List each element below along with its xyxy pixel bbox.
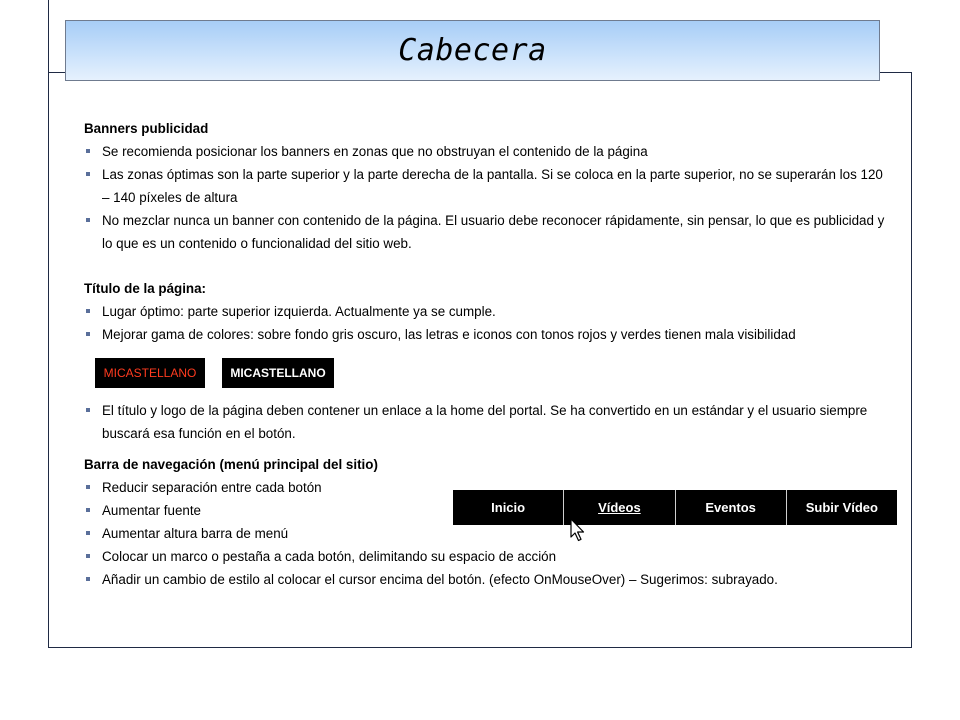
nav-item-label: Subir Vídeo bbox=[805, 500, 878, 515]
nav-item-label: Inicio bbox=[491, 500, 526, 515]
banners-list bbox=[84, 140, 890, 255]
nav-bar-example bbox=[453, 490, 897, 525]
header-title: Cabecera bbox=[398, 33, 547, 68]
list-item: El título y logo de la página deben contener un enlace a la home del portal. Se ha convertido en un estándar y el usuario siempre buscará esa función en el botón. bbox=[84, 399, 890, 445]
frame-line bbox=[48, 0, 49, 72]
logo-comparison bbox=[95, 358, 890, 388]
header-banner bbox=[65, 20, 880, 81]
list-item: Aumentar fuente bbox=[84, 499, 890, 522]
banners-heading: Banners publicidad bbox=[84, 121, 209, 136]
nav-item-inicio[interactable] bbox=[453, 490, 564, 525]
nav-item-eventos[interactable] bbox=[676, 490, 787, 525]
list-item: Se recomienda posicionar los banners en zonas que no obstruyan el contenido de la página bbox=[84, 140, 890, 163]
nav-item-label: Vídeos bbox=[598, 500, 641, 515]
list-item: Colocar un marco o pestaña a cada botón, delimitando su espacio de acción bbox=[84, 545, 890, 568]
logo-red-example[interactable]: MICASTELLANO bbox=[95, 358, 205, 388]
spacer bbox=[84, 255, 890, 277]
nav-item-subir-video[interactable] bbox=[787, 490, 897, 525]
list-item: Aumentar altura barra de menú bbox=[84, 522, 890, 545]
title-list-after bbox=[84, 399, 890, 445]
spacer bbox=[84, 445, 890, 453]
list-item: Reducir separación entre cada botón bbox=[84, 476, 890, 499]
logo-white-example[interactable]: MICASTELLANO bbox=[222, 358, 334, 388]
list-item: Las zonas óptimas son la parte superior y la parte derecha de la pantalla. Si se coloca en la parte superior, no se superarán los 120 – 140 píxeles de altura bbox=[84, 163, 890, 209]
list-item: Mejorar gama de colores: sobre fondo gris oscuro, las letras e iconos con tonos rojos y verdes tienen mala visibilidad bbox=[84, 323, 890, 346]
title-list bbox=[84, 300, 890, 346]
list-item: Añadir un cambio de estilo al colocar el cursor encima del botón. (efecto OnMouseOver) – Sugerimos: subrayado. bbox=[84, 568, 890, 591]
arrow-cursor-icon bbox=[570, 518, 586, 542]
list-item: No mezclar nunca un banner con contenido de la página. El usuario debe reconocer rápidamente, sin pensar, lo que es publicidad y lo que es un contenido o funcionalidad del sitio web. bbox=[84, 209, 890, 255]
nav-item-label: Eventos bbox=[705, 500, 756, 515]
list-item: Lugar óptimo: parte superior izquierda. Actualmente ya se cumple. bbox=[84, 300, 890, 323]
navigation-heading: Barra de navegación (menú principal del sitio) bbox=[84, 457, 378, 472]
title-heading: Título de la página: bbox=[84, 281, 207, 296]
